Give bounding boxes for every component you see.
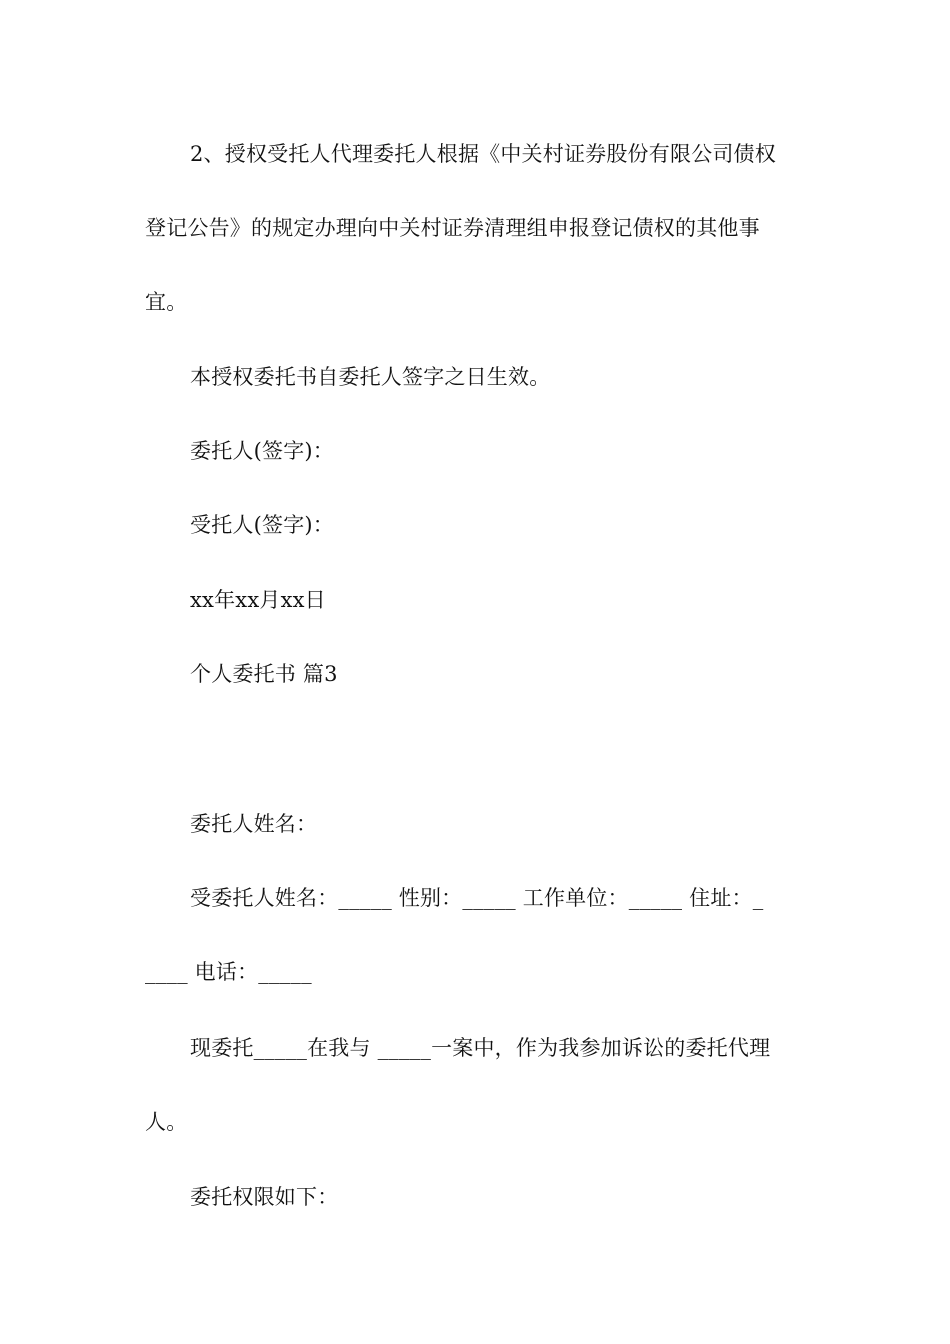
paragraph-line: 2、授权受托人代理委托人根据《中关村证券股份有限公司债权 — [190, 142, 776, 166]
date-line: xx年xx月xx日 — [190, 588, 326, 612]
paragraph-line: 委托人(签字)： — [190, 439, 334, 463]
paragraph-line: 人。 — [145, 1110, 188, 1134]
paragraph-line: 受托人(签字)： — [190, 513, 334, 537]
section-heading: 个人委托书 篇3 — [190, 662, 338, 686]
paragraph-line: 登记公告》的规定办理向中关村证券清理组申报登记债权的其他事 — [145, 216, 760, 240]
paragraph-line: 委托权限如下： — [190, 1185, 339, 1209]
paragraph-line: 本授权委托书自委托人签字之日生效。 — [190, 365, 551, 389]
paragraph-line: 受委托人姓名：_____ 性别：_____ 工作单位：_____ 住址：_ — [190, 886, 764, 910]
paragraph-line: 委托人姓名： — [190, 812, 318, 836]
paragraph-line: ____ 电话：_____ — [145, 960, 312, 984]
paragraph-line: 现委托_____在我与 _____一案中，作为我参加诉讼的委托代理 — [190, 1036, 771, 1060]
paragraph-line: 宜。 — [145, 290, 188, 314]
